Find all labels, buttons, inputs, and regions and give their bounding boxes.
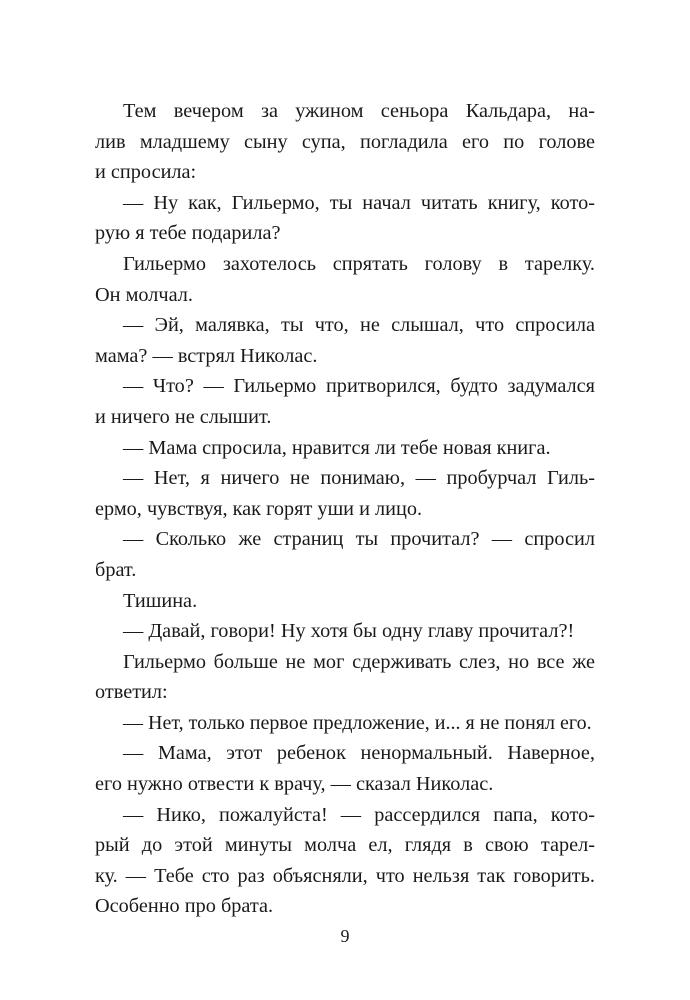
- text-line: ку. — Тебе сто раз объясняли, что нельзя так говорить.: [95, 864, 595, 887]
- text-line: его нужно отвести к врачу, — сказал Николас.: [95, 773, 494, 796]
- text-line: — Нет, только первое предложение, и... я не понял его.: [123, 711, 592, 734]
- text-line: Гильермо захотелось спрятать голову в тарелку.: [123, 252, 595, 275]
- text-line: ермо, чувствуя, как горят уши и лицо.: [95, 497, 423, 520]
- page-number: 9: [340, 926, 350, 946]
- text-line: — Нет, я ничего не понимаю, — пробурчал Гиль-: [123, 467, 595, 490]
- text-line: Особенно про брата.: [95, 895, 274, 918]
- text-line: — Давай, говори! Ну хотя бы одну главу прочитал?!: [123, 620, 575, 643]
- text-line: Тишина.: [123, 589, 198, 612]
- text-line: — Ну как, Гильермо, ты начал читать книгу, кото-: [123, 191, 595, 214]
- text-line: Гильермо больше не мог сдерживать слез, но все же: [123, 650, 595, 673]
- text-line: — Что? — Гильермо притворился, будто задумался: [123, 375, 595, 398]
- text-line: — Эй, малявка, ты что, не слышал, что спросила: [123, 314, 595, 337]
- text-line: и спросила:: [95, 161, 197, 184]
- text-line: и ничего не слышит.: [95, 405, 272, 428]
- text-line: рый до этой минуты молча ел, глядя в свою тарел-: [95, 834, 595, 857]
- text-line: брат.: [95, 558, 137, 581]
- text-line: — Мама, этот ребенок ненормальный. Наверное,: [123, 742, 595, 765]
- body-text: [95, 96, 595, 922]
- text-line: Он молчал.: [95, 283, 193, 306]
- text-line: — Сколько же страниц ты прочитал? — спросил: [123, 528, 595, 551]
- text-line: Тем вечером за ужином сеньора Кальдара, на-: [123, 100, 595, 122]
- text-line: — Нико, пожалуйста! — рассердился папа, кото-: [123, 803, 595, 826]
- text-line: лив младшему сыну супа, погладила его по голове: [95, 130, 595, 153]
- text-line: мама? — встрял Николас.: [95, 344, 318, 367]
- text-line: — Мама спросила, нравится ли тебе новая книга.: [123, 436, 551, 459]
- text-line: ответил:: [95, 681, 168, 704]
- text-line: рую я тебе подарила?: [95, 222, 281, 245]
